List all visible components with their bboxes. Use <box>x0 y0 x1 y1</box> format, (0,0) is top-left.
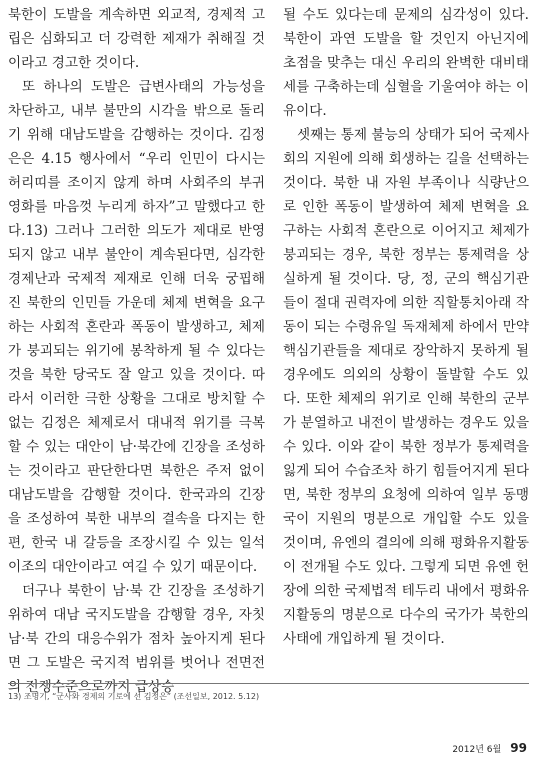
footnote: 13) 조명기, “군사와 경제의 기로에 선 김정은” (조선일보, 2012. 5.12) <box>8 692 260 701</box>
paragraph: 북한이 도발을 계속하면 외교적, 경제적 고립은 심화되고 더 강력한 제재가 취해질 것이라고 경고한 것이다. <box>8 7 265 71</box>
left-text-column <box>8 3 265 699</box>
paragraph: 셋째는 통제 불능의 상태가 되어 국제사회의 지원에 의해 회생하는 길을 선택하는 것이다. 북한 내 자원 부족이나 식량난으로 인한 폭동이 발생하여 체제 변혁을 요구하는 사회적 혼란으로 이어지고 체제가 붕괴되는 경우, 북한 정부는 통제력을 상실하게 될 것이다. 당, 정, 군의 핵심기관들이 절대 권력자에 의한 직할통치아래 작동이 되는 수령유일 독재체제 하에서 만약 핵심기관들을 제대로 장악하지 못하게 될 경우에도 의외의 상황이 돌발할 수도 있다. 또한 체제의 위기로 인해 북한의 군부가 분열하고 내전이 발생하는 경우도 있을 수 있다. 이와 같이 북한 정부가 통제력을 잃게 되어 수습조차 하기 힘들어지게 된다면, 북한 정부의 요청에 의하여 일부 동맹국이 지원의 명분으로 개입할 수도 있을 것이며, 유엔의 결의에 의해 평화유지활동이 전개될 수도 있다. 그렇게 되면 유엔 헌장에 의한 국제법적 테두리 내에서 평화유지활동의 명분으로 다수의 국가가 북한의 사태에 개입하게 될 것이다. <box>283 127 529 647</box>
page-footer <box>452 737 527 756</box>
right-text-column <box>283 3 529 651</box>
paragraph: 또 하나의 도발은 급변사태의 가능성을 차단하고, 내부 불만의 시각을 밖으로 돌리기 위해 대남도발을 감행하는 것이다. 김정은은 4.15 행사에서 “우리 인민이 다시는 허리띠를 조이지 않게 하며 사회주의 부귀영화를 마음껏 누리게 하자”고 말했다고 한다.13) 그러나 그러한 의도가 제대로 반영되지 않고 내부 불안이 계속된다면, 심각한 경제난과 국제적 제재로 인해 더욱 궁핍해진 북한의 인민들 가운데 체제 변혁을 요구하는 사회적 혼란과 폭동이 발생하고, 체제가 붕괴되는 위기에 봉착하게 될 수 있다는 것을 북한 당국도 잘 알고 있을 것이다. 따라서 이러한 극한 상황을 그대로 방치할 수 없는 김정은 체제로서 대내적 위기를 극복할 수 있는 대안이 남·북간에 긴장을 조성하는 것이라고 판단한다면 북한은 주저 없이 대남도발을 감행할 것이다. 한국과의 긴장을 조성하여 북한 내부의 결속을 다지는 한편, 한국 내 갈등을 조장시킬 수 있는 일석이조의 대안이라고 여길 수 있기 때문이다. <box>8 79 265 575</box>
page-number: 99 <box>510 741 527 755</box>
issue-date: 2012년 6월 <box>452 745 502 755</box>
paragraph: 더구나 북한이 남·북 간 긴장을 조성하기 위하여 대남 국지도발을 감행할 경우, 자칫 남·북 간의 대응수위가 점차 높아지게 된다면 그 도발은 국지적 범위를 벗어나 전면전의 전쟁수준으로까지 급상승 <box>8 583 265 695</box>
footnote-divider <box>8 683 529 684</box>
paragraph: 될 수도 있다는데 문제의 심각성이 있다. 북한이 과연 도발을 할 것인지 아닌지에 초점을 맞추는 대신 우리의 완벽한 대비태세를 구축하는데 심혈을 기울여야 하는 이유이다. <box>283 7 529 119</box>
